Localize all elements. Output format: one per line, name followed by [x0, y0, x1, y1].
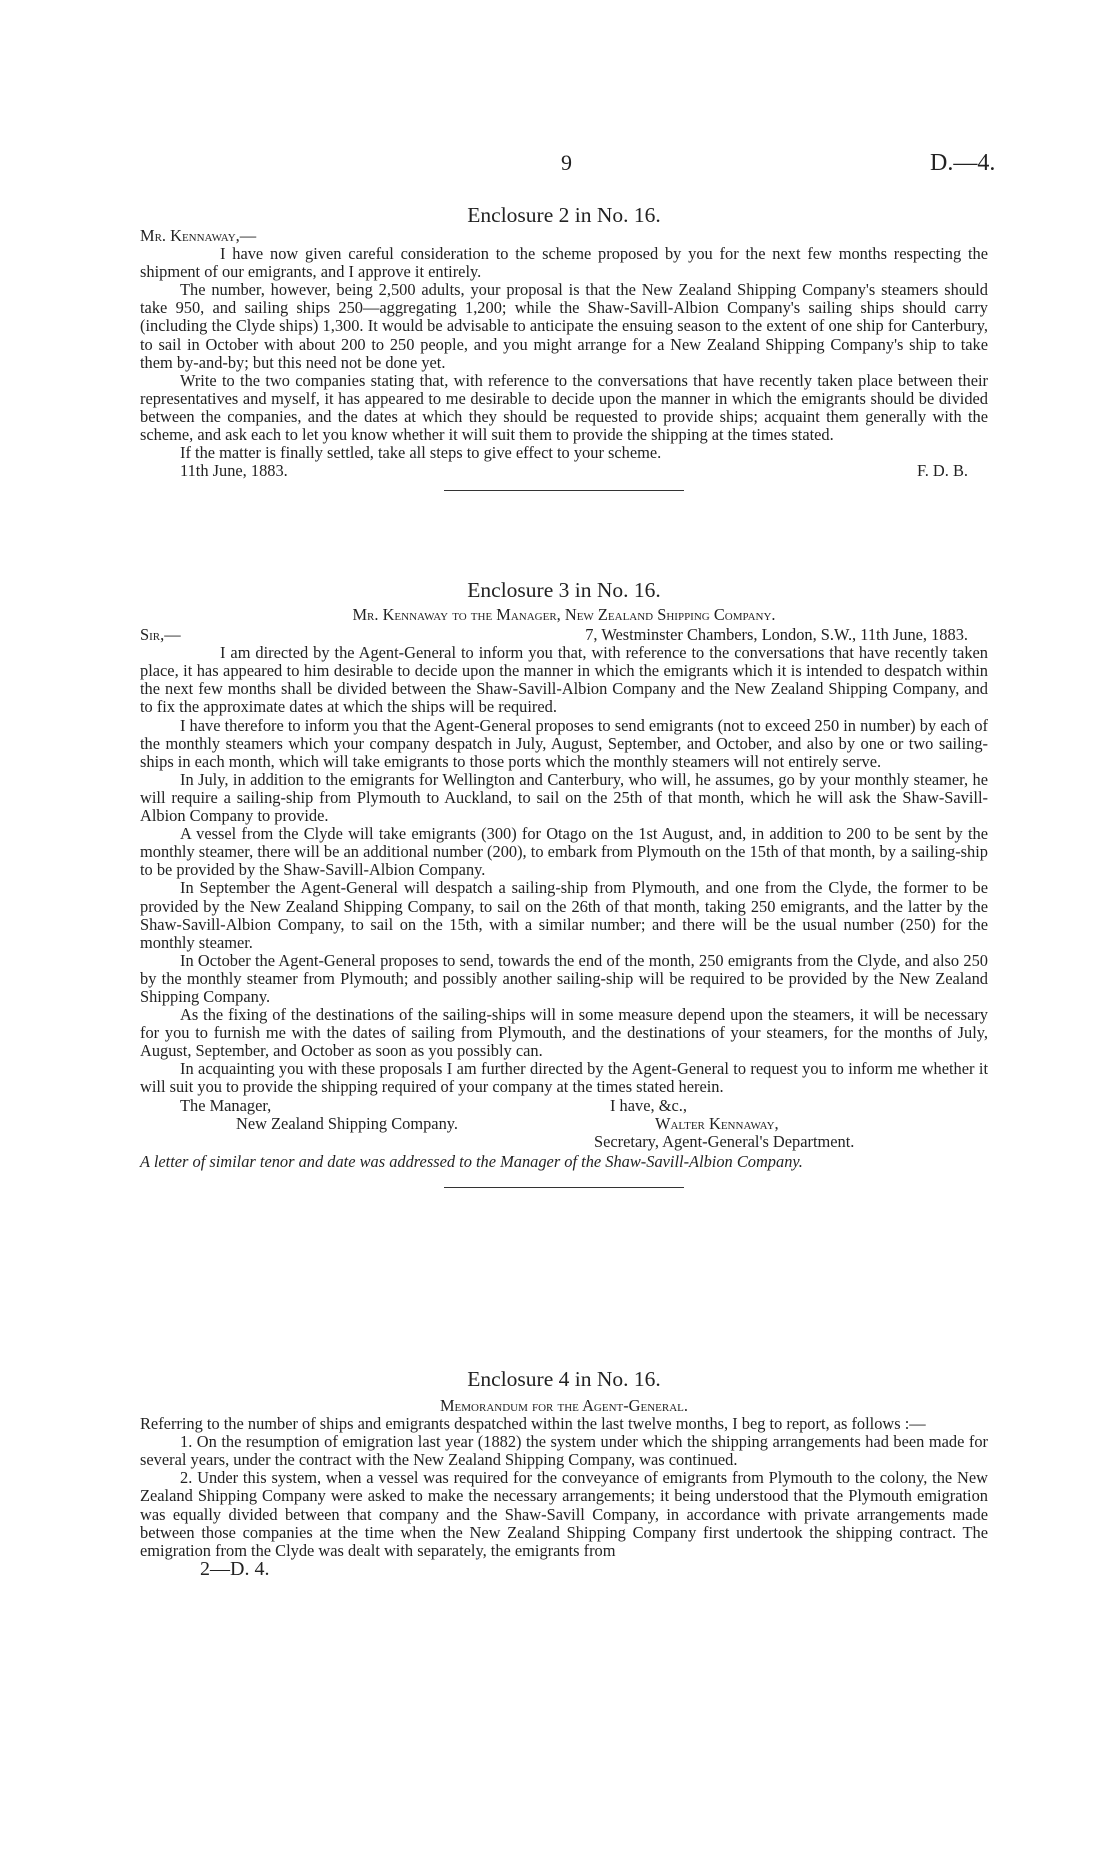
signature-block [140, 1097, 988, 1151]
paragraph: As the fixing of the destinations of the sailing-ships will in some measure depend upon the steamers, it will be necessary for you to furnish me with the dates of sailing from Plymouth, and the destinations of your steamers, for the months of July, August, September, and October as soon as you possibly can. [140, 1005, 988, 1061]
paragraph: Write to the two companies stating that, with reference to the conversations that have recently taken place between their representatives and myself, it has appeared to me desirable to decide upon the manner in which the emigrants should be divided between the companies, and the dates at which they should be requested to provide ships; acquaint them generally with the scheme, and ask each to let you know whether it will suit them to provide the shipping at the times stated. [140, 370, 988, 445]
editorial-note: A letter of similar tenor and date was addressed to the Manager of the Shaw-Savill-Albion Company. [140, 1151, 803, 1171]
paragraph: In September the Agent-General will despatch a sailing-ship from Plymouth, and one from the Clyde, the former to be provided by the New Zealand Shipping Company, to sail on the 26th of that month, taking 250 emigrants, and the latter by the Shaw-Savill-Albion Company, to sail on the 15th, with a similar number; and there will be the usual number (250) for the monthly steamer. [140, 878, 988, 952]
enclosure-4-heading: Enclosure 4 in No. 16. [467, 1367, 661, 1391]
paragraph: In October the Agent-General proposes to send, towards the end of the month, 250 emigrants from the Clyde, and also 250 by the monthly steamer from Plymouth; and possibly another sailing-ship will be required to be provided by the New Zealand Shipping Company. [140, 950, 988, 1006]
paragraph: I have now given careful consideration to the scheme proposed by you for the next few months respecting the shipment of our emigrants, and I approve it entirely. [140, 244, 988, 282]
enclosure-3 [140, 578, 988, 1188]
paragraph: Referring to the number of ships and emigrants despatched within the last twelve months, I beg to report, as follows :— [140, 1414, 926, 1434]
enclosure-2-salutation: Mr. Kennaway,— [140, 226, 257, 245]
signer-title: Secretary, Agent-General's Department. [594, 1131, 855, 1151]
enclosure-2-heading: Enclosure 2 in No. 16. [467, 203, 661, 227]
section-divider [444, 1187, 684, 1188]
enclosure-3-salutation: Sir,— [140, 625, 181, 645]
paragraph: I am directed by the Agent-General to inform you that, with reference to the conversations that have recently taken place, it has appeared to him desirable to decide upon the manner in which the emigrants which it is intended to despatch within the next few months shall be divided between the Shaw-Savill-Albion Company and the New Zealand Shipping Company, and to fix the approximate dates at which the ships will be required. [140, 643, 988, 717]
closing: I have, &c., [610, 1095, 687, 1115]
paragraph: If the matter is finally settled, take all steps to give effect to your scheme. [180, 443, 662, 463]
paragraph: A vessel from the Clyde will take emigrants (300) for Otago on the 1st August, and, in addition to 200 to be sent by the monthly steamer, there will be an additional number (200), to embark from Plymouth on the 15th of that month, by a sailing-ship to be provided by the Shaw-Savill-Albion Company. [140, 824, 988, 880]
enclosure-3-heading: Enclosure 3 in No. 16. [467, 578, 661, 602]
addressee-line: New Zealand Shipping Company. [236, 1113, 458, 1133]
enclosure-3-subheading: Mr. Kennaway to the Manager, New Zealand Shipping Company. [352, 605, 776, 624]
letter-date: 11th June, 1883. [180, 461, 288, 481]
initials: F. D. B. [916, 461, 968, 481]
enclosure-4-subheading: Memorandum for the Agent-General. [439, 1396, 689, 1415]
enclosure-4 [140, 1367, 988, 1578]
date-signature-row [140, 462, 988, 480]
footer-signature: 2—D. 4. [200, 1557, 270, 1580]
paragraph: In July, in addition to the emigrants for Wellington and Canterbury, who will, he assumes, go by your monthly steamer, he will require a sailing-ship from Plymouth to Auckland, to sail on the 25th of that month, which he will ask the Shaw-Savill-Albion Company to provide. [140, 769, 988, 826]
enclosure-2 [140, 203, 988, 491]
paragraph: In acquainting you with these proposals I am further directed by the Agent-General to request you to inform me whether it will suit you to provide the shipping required of your company at the times stated herein. [140, 1059, 988, 1097]
signer-name: Walter Kennaway, [655, 1113, 779, 1133]
page-number: 9 [561, 150, 572, 175]
addressee-line: The Manager, [180, 1095, 272, 1115]
paragraph: I have therefore to inform you that the Agent-General proposes to send emigrants (not to exceed 250 in number) by each of the monthly steamers which your company despatch in July, August, September, and October, and also by one or two sailing-ships in each month, which will take emigrants to those ports which the monthly steamers will not entirely serve. [140, 715, 988, 771]
section-divider [444, 490, 684, 491]
signer [580, 1097, 988, 1151]
addressee [140, 1097, 580, 1151]
document-reference: D.—4. [930, 150, 996, 176]
paragraph: The number, however, being 2,500 adults, your proposal is that the New Zealand Shipping Company's steamers should take 950, and sailing ships 250—aggregating 1,200; while the Shaw-Savill-Albion Company's sailing ships should carry (including the Clyde ships) 1,300. It would be advisable to anticipate the ensuing season to the extent of one ship for Canterbury, to sail in October with about 200 to 250 people, and you might arrange for a New Zealand Shipping Company's ship to take them by-and-by; but this need not be done yet. [140, 280, 988, 372]
salutation-row [140, 626, 988, 644]
sender-address: 7, Westminster Chambers, London, S.W., 11th June, 1883. [585, 625, 968, 645]
paragraph: 2. Under this system, when a vessel was required for the conveyance of emigrants from Plymouth to the colony, the New Zealand Shipping Company were asked to make the necessary arrangements; it being understood that the Plymouth emigration was equally divided between that company and the Shaw-Savill Company, in accordance with private arrangements made between those companies at the time when the New Zealand Shipping Company first undertook the shipping contract. The emigration from the Clyde was dealt with separately, the emigrants from [140, 1468, 988, 1560]
paragraph: 1. On the resumption of emigration last year (1882) the system under which the shipping arrangements had been made for several years, under the contract with the New Zealand Shipping Company, was continued. [140, 1432, 988, 1470]
